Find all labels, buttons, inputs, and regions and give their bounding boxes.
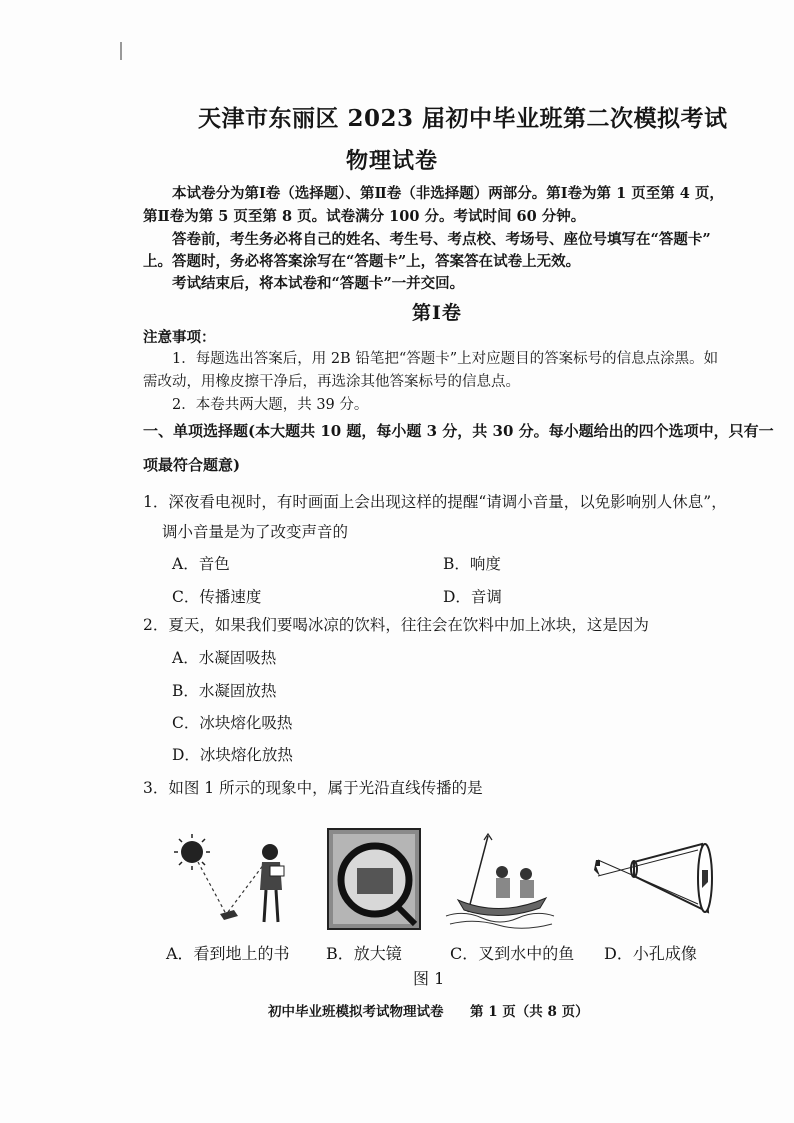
note-1-line-2: 需改动，用橡皮擦干净后，再选涂其他答案标号的信息点。 bbox=[143, 374, 520, 390]
intro-line-1: 本试卷分为第Ⅰ卷（选择题）、第Ⅱ卷（非选择题）两部分。第Ⅰ卷为第 1 页至第 4 页， bbox=[172, 185, 724, 202]
figure-b-magnifier-illustration bbox=[327, 828, 421, 930]
question-2-option-c: C．冰块熔化吸热 bbox=[172, 714, 293, 732]
question-1-option-d: D．音调 bbox=[443, 588, 502, 606]
question-1-line-1: 1．深夜看电视时，有时画面上会出现这样的提醒“请调小音量，以免影响别人休息”， bbox=[143, 493, 727, 511]
question-2-line-1: 2．夏天，如果我们要喝冰凉的饮料，往往会在饮料中加上冰块，这是因为 bbox=[143, 616, 649, 634]
footer-page-number: 第 1 页（共 8 页） bbox=[470, 1004, 589, 1020]
question-1-line-2: 调小音量是为了改变声音的 bbox=[162, 523, 349, 541]
figure-caption-d: D．小孔成像 bbox=[604, 944, 697, 963]
figure-a-seeing-book-illustration bbox=[170, 830, 300, 930]
footer-title: 初中毕业班模拟考试物理试卷 bbox=[268, 1004, 444, 1020]
question-1-option-a: A．音色 bbox=[172, 555, 230, 573]
exam-subtitle: 物理试卷 bbox=[346, 148, 439, 174]
section-1-heading-line-2: 项最符合题意) bbox=[143, 456, 241, 474]
section-1-heading-line-1: 一、单项选择题(本大题共 10 题，每小题 3 分，共 30 分。每小题给出的四个选项中，只有一 bbox=[143, 422, 774, 440]
question-2-option-b: B．水凝固放热 bbox=[172, 682, 277, 700]
question-2-option-a: A．水凝固吸热 bbox=[172, 649, 277, 667]
figure-c-spearing-fish-illustration bbox=[444, 830, 556, 930]
scan-mark bbox=[120, 42, 122, 60]
intro-line-2: 第Ⅱ卷为第 5 页至第 8 页。试卷满分 100 分。考试时间 60 分钟。 bbox=[143, 208, 586, 225]
part1-title: 第Ⅰ卷 bbox=[412, 302, 462, 324]
intro-line-3: 答卷前，考生务必将自己的姓名、考生号、考点校、考场号、座位号填写在“答题卡” bbox=[172, 231, 711, 248]
intro-line-4: 上。答题时，务必将答案涂写在“答题卡”上，答案答在试卷上无效。 bbox=[143, 253, 581, 270]
question-1-option-c: C．传播速度 bbox=[172, 588, 262, 606]
question-2-option-d: D．冰块熔化放热 bbox=[172, 746, 293, 764]
figure-d-pinhole-camera-illustration bbox=[590, 842, 722, 920]
exam-title: 天津市东丽区 2023 届初中毕业班第二次模拟考试 bbox=[198, 105, 728, 132]
note-2: 2．本卷共两大题，共 39 分。 bbox=[172, 397, 369, 413]
figure-caption-c: C．叉到水中的鱼 bbox=[450, 944, 575, 963]
question-1-option-b: B．响度 bbox=[443, 555, 501, 573]
question-3-line-1: 3．如图 1 所示的现象中，属于光沿直线传播的是 bbox=[143, 779, 483, 797]
figure-caption-a: A．看到地上的书 bbox=[166, 944, 290, 963]
notes-label: 注意事项： bbox=[143, 329, 216, 346]
figure-caption-b: B．放大镜 bbox=[326, 944, 402, 963]
note-1-line-1: 1．每题选出答案后，用 2B 铅笔把“答题卡”上对应题目的答案标号的信息点涂黑。如 bbox=[172, 351, 719, 367]
intro-line-5: 考试结束后，将本试卷和“答题卡”一并交回。 bbox=[172, 275, 465, 292]
figure-label: 图 1 bbox=[413, 969, 445, 988]
